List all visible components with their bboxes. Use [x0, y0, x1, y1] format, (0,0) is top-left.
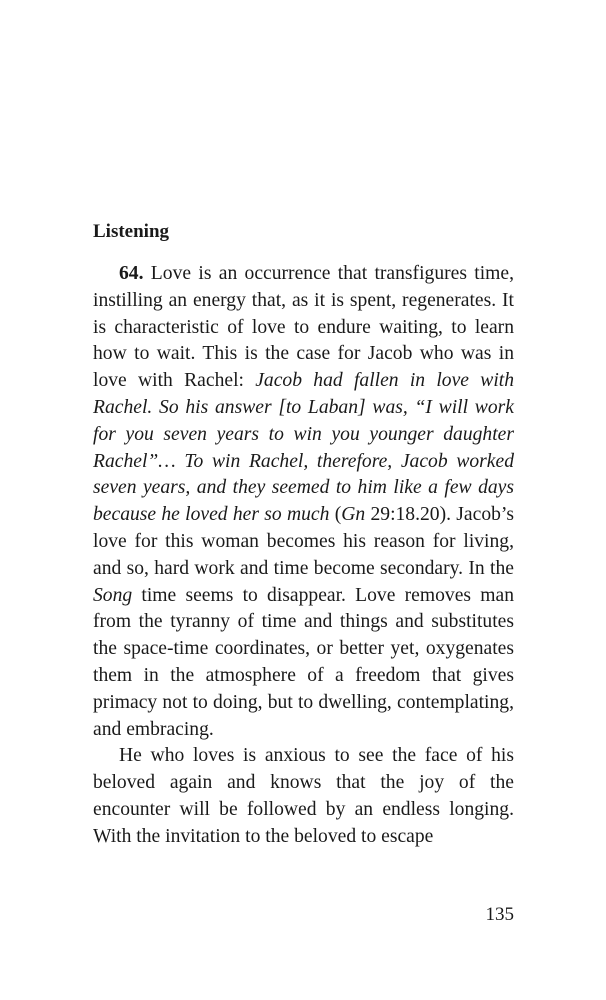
body-text	[93, 261, 514, 851]
book-page	[93, 0, 514, 1000]
paragraph-text: 29:18.20). Jacob’s love for this woman becomes his reason for living, and so, hard work and time become secondary. In the	[93, 504, 514, 579]
section-heading: Listening	[93, 221, 170, 242]
paragraph-text: (	[329, 504, 342, 526]
paragraph-64	[93, 261, 514, 743]
paragraph-text: Love is an occurrence that transfigures time, instilling an energy that, as it is spent, regenerates. It is characteristic of love to endure waiting, to learn how to wait. This is the case for Jacob who was in love with Rachel:	[93, 263, 514, 392]
song-title: Song	[93, 584, 133, 606]
paragraph-text: time seems to disappear. Love removes man from the tyranny of time and things and substitutes the space-time coordinates, or better yet, oxygenates them in the atmosphere of a freedom that gives primacy not to doing, but to dwelling, contemplating, and embracing.	[93, 584, 514, 740]
page-number: 135	[485, 904, 514, 925]
scripture-quote: Jacob had fallen in love with Rachel. So his answer [to Laban] was, “I will work for you seven years to win you younger daughter Rachel”… To win Rachel, therefore, Jacob worked seven years, and they seemed to him like a few days because he loved her so much	[93, 370, 515, 526]
scripture-book-abbrev: Gn	[341, 504, 366, 526]
paragraph-continuation: He who loves is anxious to see the face of his beloved again and knows that the joy of the encounter will be followed by an endless longing. With the invitation to the beloved to escape	[93, 745, 514, 847]
paragraph-number: 64.	[119, 263, 144, 284]
